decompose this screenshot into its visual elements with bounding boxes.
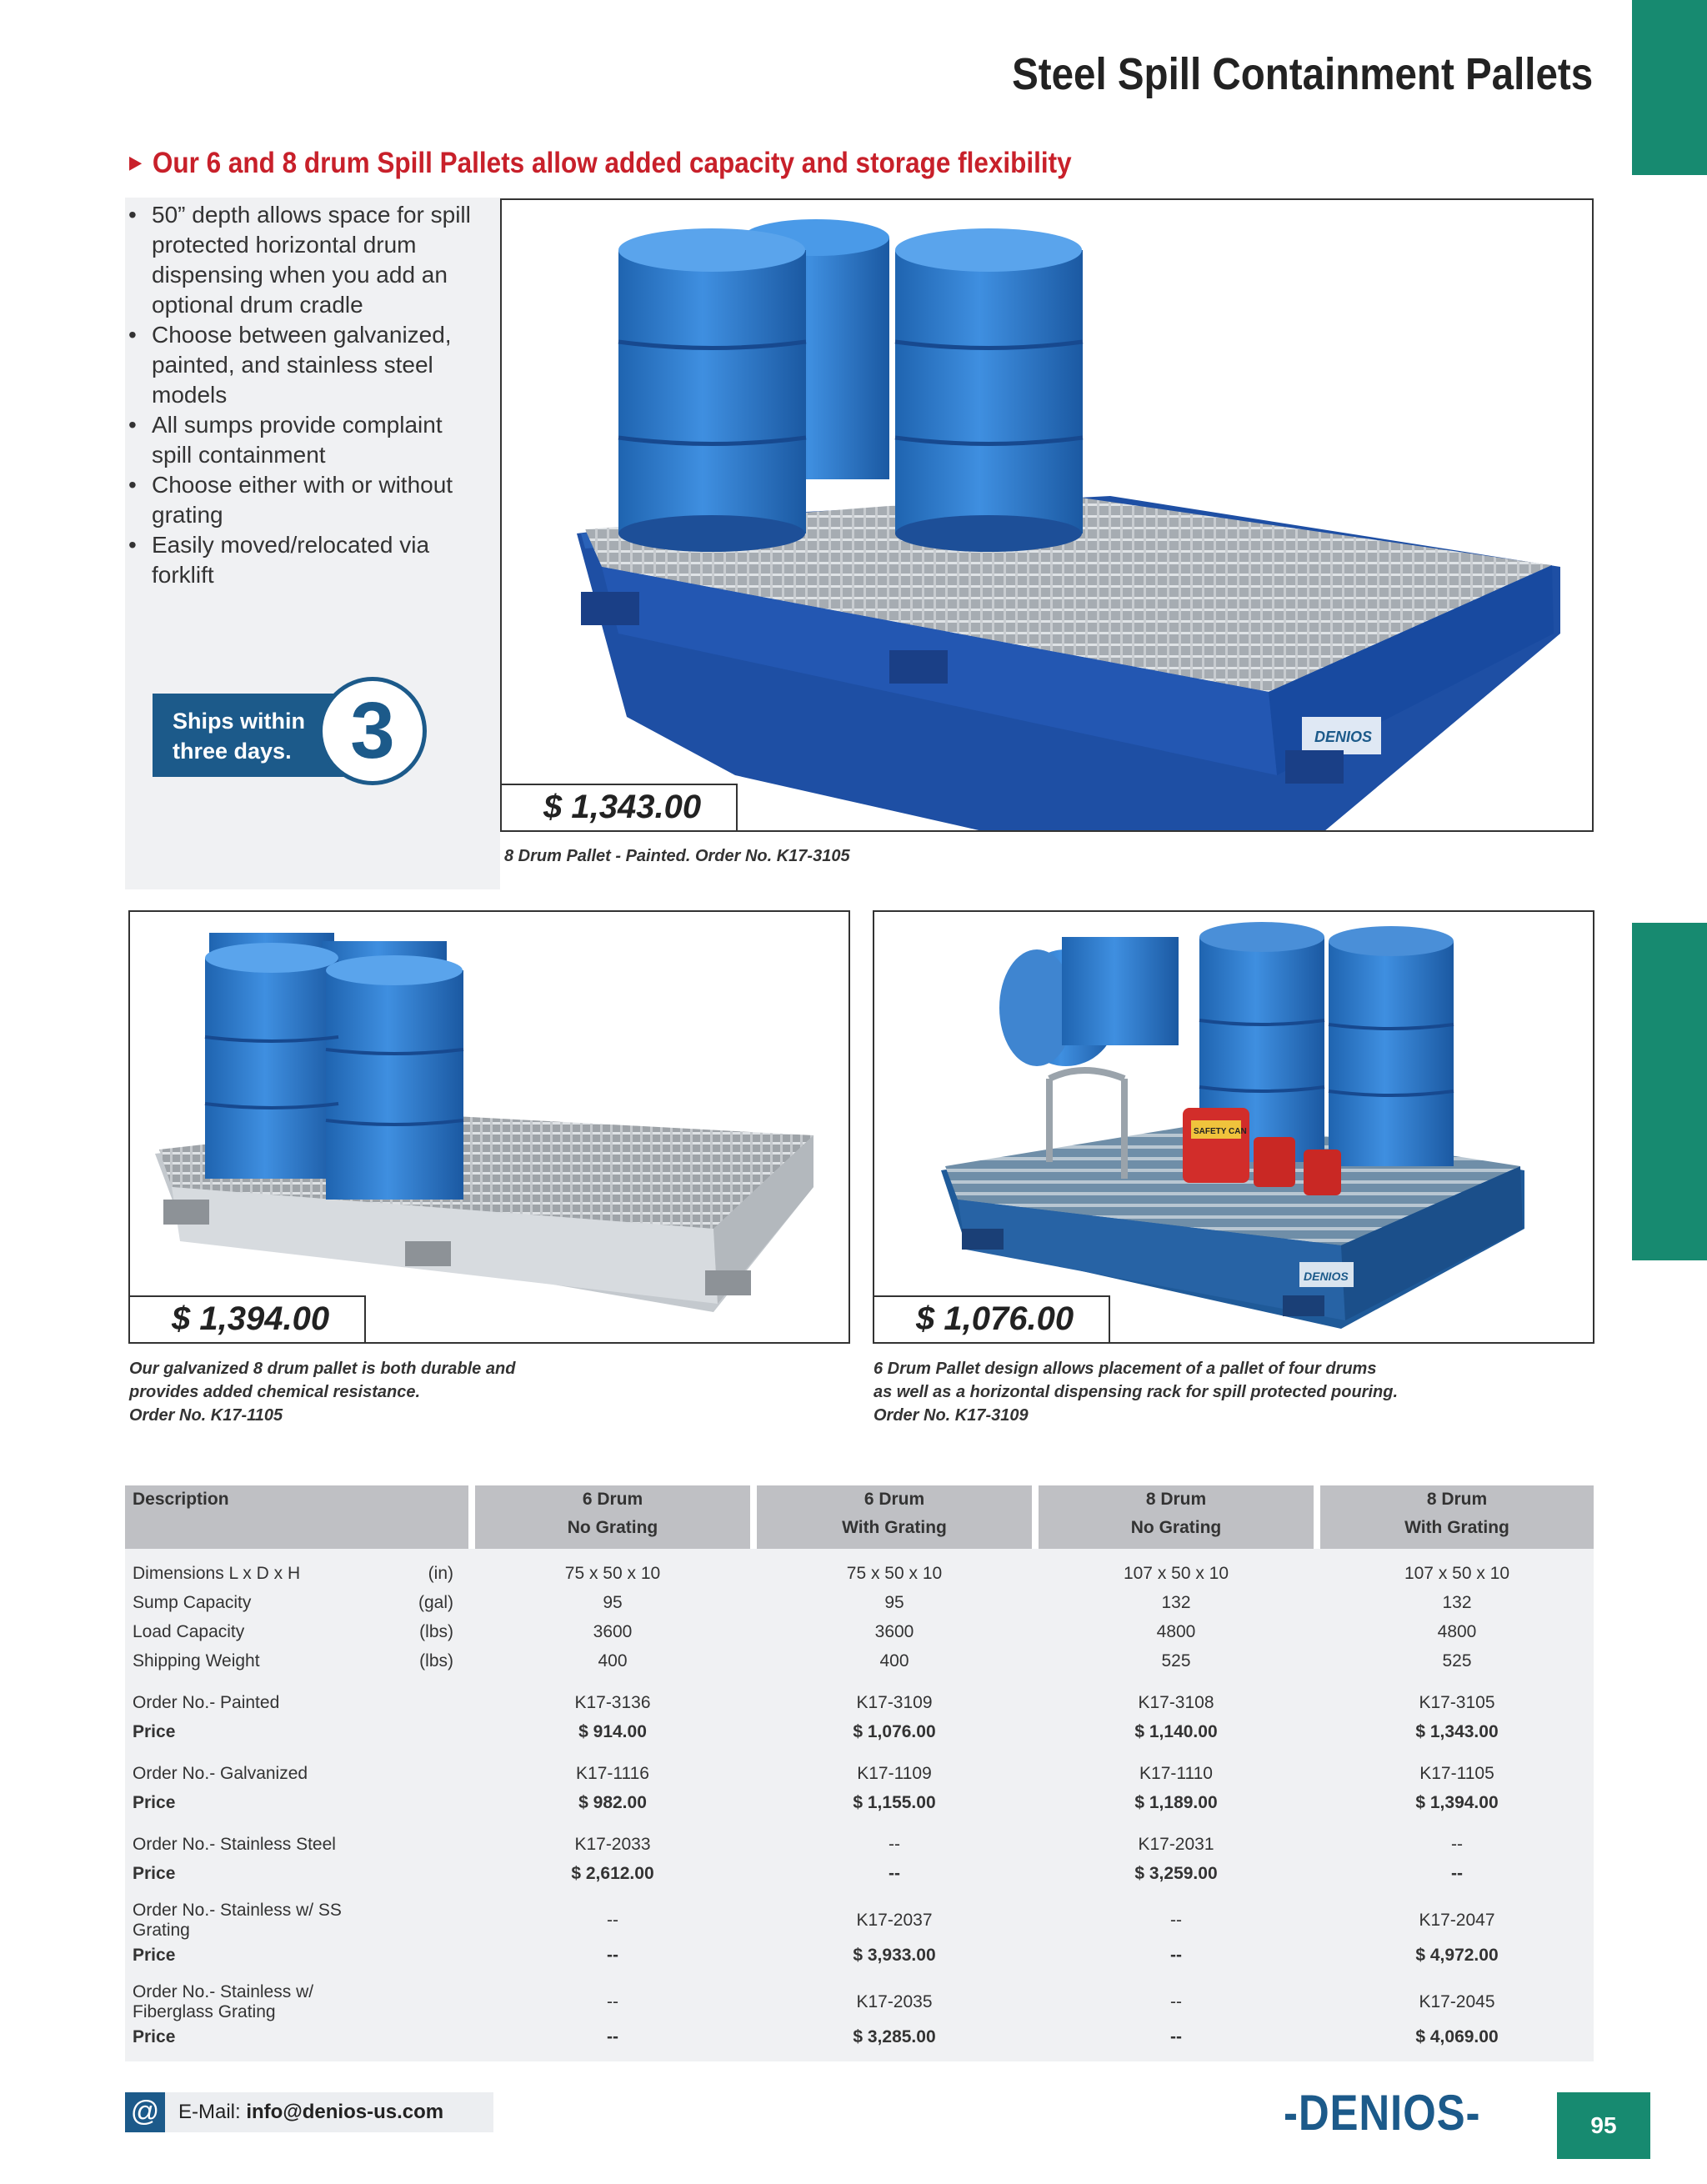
email-link[interactable]: info@denios-us.com [246,2101,444,2123]
table-row [125,1588,1594,1617]
row-label: Sump Capacity [125,1588,390,1617]
table-cell: -- [475,1901,750,1941]
row-unit [390,1717,468,1746]
spec-table [125,1485,1594,2061]
table-cell: 525 [1320,1646,1594,1676]
table-cell: 4800 [1320,1617,1594,1646]
table-cell: -- [1320,1830,1594,1859]
svg-text:DENIOS: DENIOS [1314,729,1373,745]
table-row [125,1982,1594,2022]
row-label: Price [125,1941,390,1970]
row-label: Price [125,1717,390,1746]
table-cell: 400 [757,1646,1032,1676]
table-cell: -- [1039,2022,1314,2061]
table-body [125,1549,1594,2061]
table-cell: K17-3136 [475,1688,750,1717]
table-cell: -- [757,1830,1032,1859]
table-cell: 400 [475,1646,750,1676]
table-cell: -- [475,2022,750,2061]
table-row [125,1901,1594,1941]
row-label: Order No.- Stainless w/ SS Grating [125,1901,390,1941]
row-unit: (in) [390,1549,468,1588]
row-unit [390,2022,468,2061]
table-cell: -- [1039,1941,1314,1970]
ships-badge [153,694,344,777]
table-cell: 132 [1320,1588,1594,1617]
table-spacer [125,1970,1594,1982]
row-unit [390,1941,468,1970]
row-label: Order No.- Stainless w/ Fiberglass Grating [125,1982,390,2022]
table-cell: K17-2047 [1320,1901,1594,1941]
row-label: Order No.- Painted [125,1688,390,1717]
table-cell: 3600 [475,1617,750,1646]
caption-line: Order No. K17-3109 [874,1406,1029,1425]
table-cell: $ 1,394.00 [1320,1788,1594,1817]
price-label: $ 1,343.00 [543,789,702,825]
denios-logo: -DENIOS- [1284,2085,1481,2141]
table-row [125,2022,1594,2061]
table-row [125,1788,1594,1817]
ships-days-circle [318,677,427,785]
table-cell: K17-1110 [1039,1759,1314,1788]
svg-text:DENIOS: DENIOS [1304,1270,1349,1283]
table-cell: K17-2045 [1320,1982,1594,2022]
caption-line: provides added chemical resistance. [129,1383,421,1401]
table-cell: K17-3108 [1039,1688,1314,1717]
table-cell: K17-3109 [757,1688,1032,1717]
row-label: Price [125,2022,390,2061]
table-row [125,1617,1594,1646]
table-cell: K17-2031 [1039,1830,1314,1859]
table-row [125,1549,1594,1588]
pallet-illustration [130,912,848,1342]
table-cell: K17-3105 [1320,1688,1594,1717]
feature-item: • Easily moved/relocated via forklift [125,530,475,590]
ships-badge-line2: three days. [173,739,292,764]
row-unit: (lbs) [390,1646,468,1676]
table-cell: -- [475,1982,750,2022]
row-unit [390,1759,468,1788]
table-cell: 525 [1039,1646,1314,1676]
table-cell: $ 1,343.00 [1320,1717,1594,1746]
table-row [125,1688,1594,1717]
table-cell: K17-1116 [475,1759,750,1788]
triangle-bullet-icon: ▶ [129,152,143,173]
page-number: 95 [1557,2092,1650,2159]
row-unit: (lbs) [390,1617,468,1646]
product-photo-6drum-rack [873,910,1594,1344]
table-cell: 4800 [1039,1617,1314,1646]
table-cell: $ 1,076.00 [757,1717,1032,1746]
table-spacer [125,1676,1594,1688]
table-cell: $ 3,285.00 [757,2022,1032,2061]
row-unit [390,1982,468,2022]
feature-list [125,200,475,590]
row-label: Order No.- Stainless Steel [125,1830,390,1859]
table-cell: $ 3,933.00 [757,1941,1032,1970]
header-col-2: 6 Drum With Grating [757,1485,1032,1549]
table-cell: K17-2033 [475,1830,750,1859]
table-cell: 75 x 50 x 10 [757,1549,1032,1588]
row-label: Price [125,1788,390,1817]
table-header-row [125,1485,1594,1549]
price-tag [500,784,738,832]
header-description: Description [125,1485,468,1549]
row-label: Shipping Weight [125,1646,390,1676]
table-cell: 75 x 50 x 10 [475,1549,750,1588]
table-cell: -- [1039,1901,1314,1941]
table-row [125,1759,1594,1788]
product-photo-8drum-galvanized [128,910,850,1344]
feature-item: • 50” depth allows space for spill protected horizontal drum dispensing when you add an optional drum cradle [125,200,475,320]
row-unit [390,1859,468,1888]
table-cell: $ 3,259.00 [1039,1859,1314,1888]
table-cell: $ 982.00 [475,1788,750,1817]
pallet-illustration [502,200,1592,830]
feature-item: • Choose either with or without grating [125,470,475,530]
row-unit [390,1788,468,1817]
table-cell: K17-2037 [757,1901,1032,1941]
table-spacer [125,1888,1594,1901]
product-caption [874,1357,1398,1427]
pallet-illustration [874,912,1593,1342]
row-label: Load Capacity [125,1617,390,1646]
table-cell: K17-1105 [1320,1759,1594,1788]
side-tab-top [1632,0,1707,175]
ships-days-number: 3 [350,686,395,775]
price-label: $ 1,076.00 [916,1300,1074,1337]
table-cell: K17-1109 [757,1759,1032,1788]
feature-item: • Choose between galvanized, painted, and stainless steel models [125,320,475,410]
caption-line: as well as a horizontal dispensing rack for spill protected pouring. [874,1383,1399,1401]
table-cell: $ 2,612.00 [475,1859,750,1888]
feature-item: • All sumps provide complaint spill containment [125,410,475,470]
table-cell: $ 1,155.00 [757,1788,1032,1817]
table-cell: $ 4,972.00 [1320,1941,1594,1970]
row-unit: (gal) [390,1588,468,1617]
row-unit [390,1830,468,1859]
price-tag [128,1295,366,1344]
header-col-1: 6 Drum No Grating [475,1485,750,1549]
table-row [125,1941,1594,1970]
headline: ▶ Our 6 and 8 drum Spill Pallets allow added capacity and storage flexibility [129,147,1072,179]
table-row [125,1830,1594,1859]
price-label: $ 1,394.00 [172,1300,330,1337]
table-row [125,1859,1594,1888]
table-cell: -- [1039,1982,1314,2022]
caption-line: 8 Drum Pallet - Painted. Order No. K17-3105 [504,847,850,865]
product-caption [504,844,850,868]
table-cell: -- [757,1859,1032,1888]
product-caption [129,1357,515,1427]
table-cell: $ 1,189.00 [1039,1788,1314,1817]
product-photo-8drum-painted [500,198,1594,832]
table-cell: 107 x 50 x 10 [1039,1549,1314,1588]
table-row [125,1717,1594,1746]
table-cell: -- [475,1941,750,1970]
price-tag [873,1295,1110,1344]
table-spacer [125,1817,1594,1830]
table-cell: K17-2035 [757,1982,1032,2022]
row-label: Order No.- Galvanized [125,1759,390,1788]
svg-text:SAFETY CAN: SAFETY CAN [1194,1127,1247,1136]
email-contact[interactable]: E-Mail: info@denios-us.com [178,2101,444,2123]
header-col-3: 8 Drum No Grating [1039,1485,1314,1549]
table-cell: 107 x 50 x 10 [1320,1549,1594,1588]
table-spacer [125,1746,1594,1759]
table-cell: 95 [757,1588,1032,1617]
table-cell: 132 [1039,1588,1314,1617]
at-icon: @ [125,2092,165,2132]
header-col-4: 8 Drum With Grating [1320,1485,1594,1549]
table-cell: $ 1,140.00 [1039,1717,1314,1746]
table-cell: $ 914.00 [475,1717,750,1746]
caption-line: Our galvanized 8 drum pallet is both durable and [129,1360,516,1378]
row-label: Price [125,1859,390,1888]
ships-badge-line1: Ships within [173,709,305,734]
row-unit [390,1688,468,1717]
row-label: Dimensions L x D x H [125,1549,390,1588]
page-title: Steel Spill Containment Pallets [1011,49,1593,99]
side-tab-middle [1632,923,1707,1260]
table-cell: -- [1320,1859,1594,1888]
table-cell: 3600 [757,1617,1032,1646]
table-cell: $ 4,069.00 [1320,2022,1594,2061]
row-unit [390,1901,468,1941]
caption-line: Order No. K17-1105 [129,1406,283,1425]
caption-line: 6 Drum Pallet design allows placement of a pallet of four drums [874,1360,1377,1378]
table-row [125,1646,1594,1676]
table-cell: 95 [475,1588,750,1617]
